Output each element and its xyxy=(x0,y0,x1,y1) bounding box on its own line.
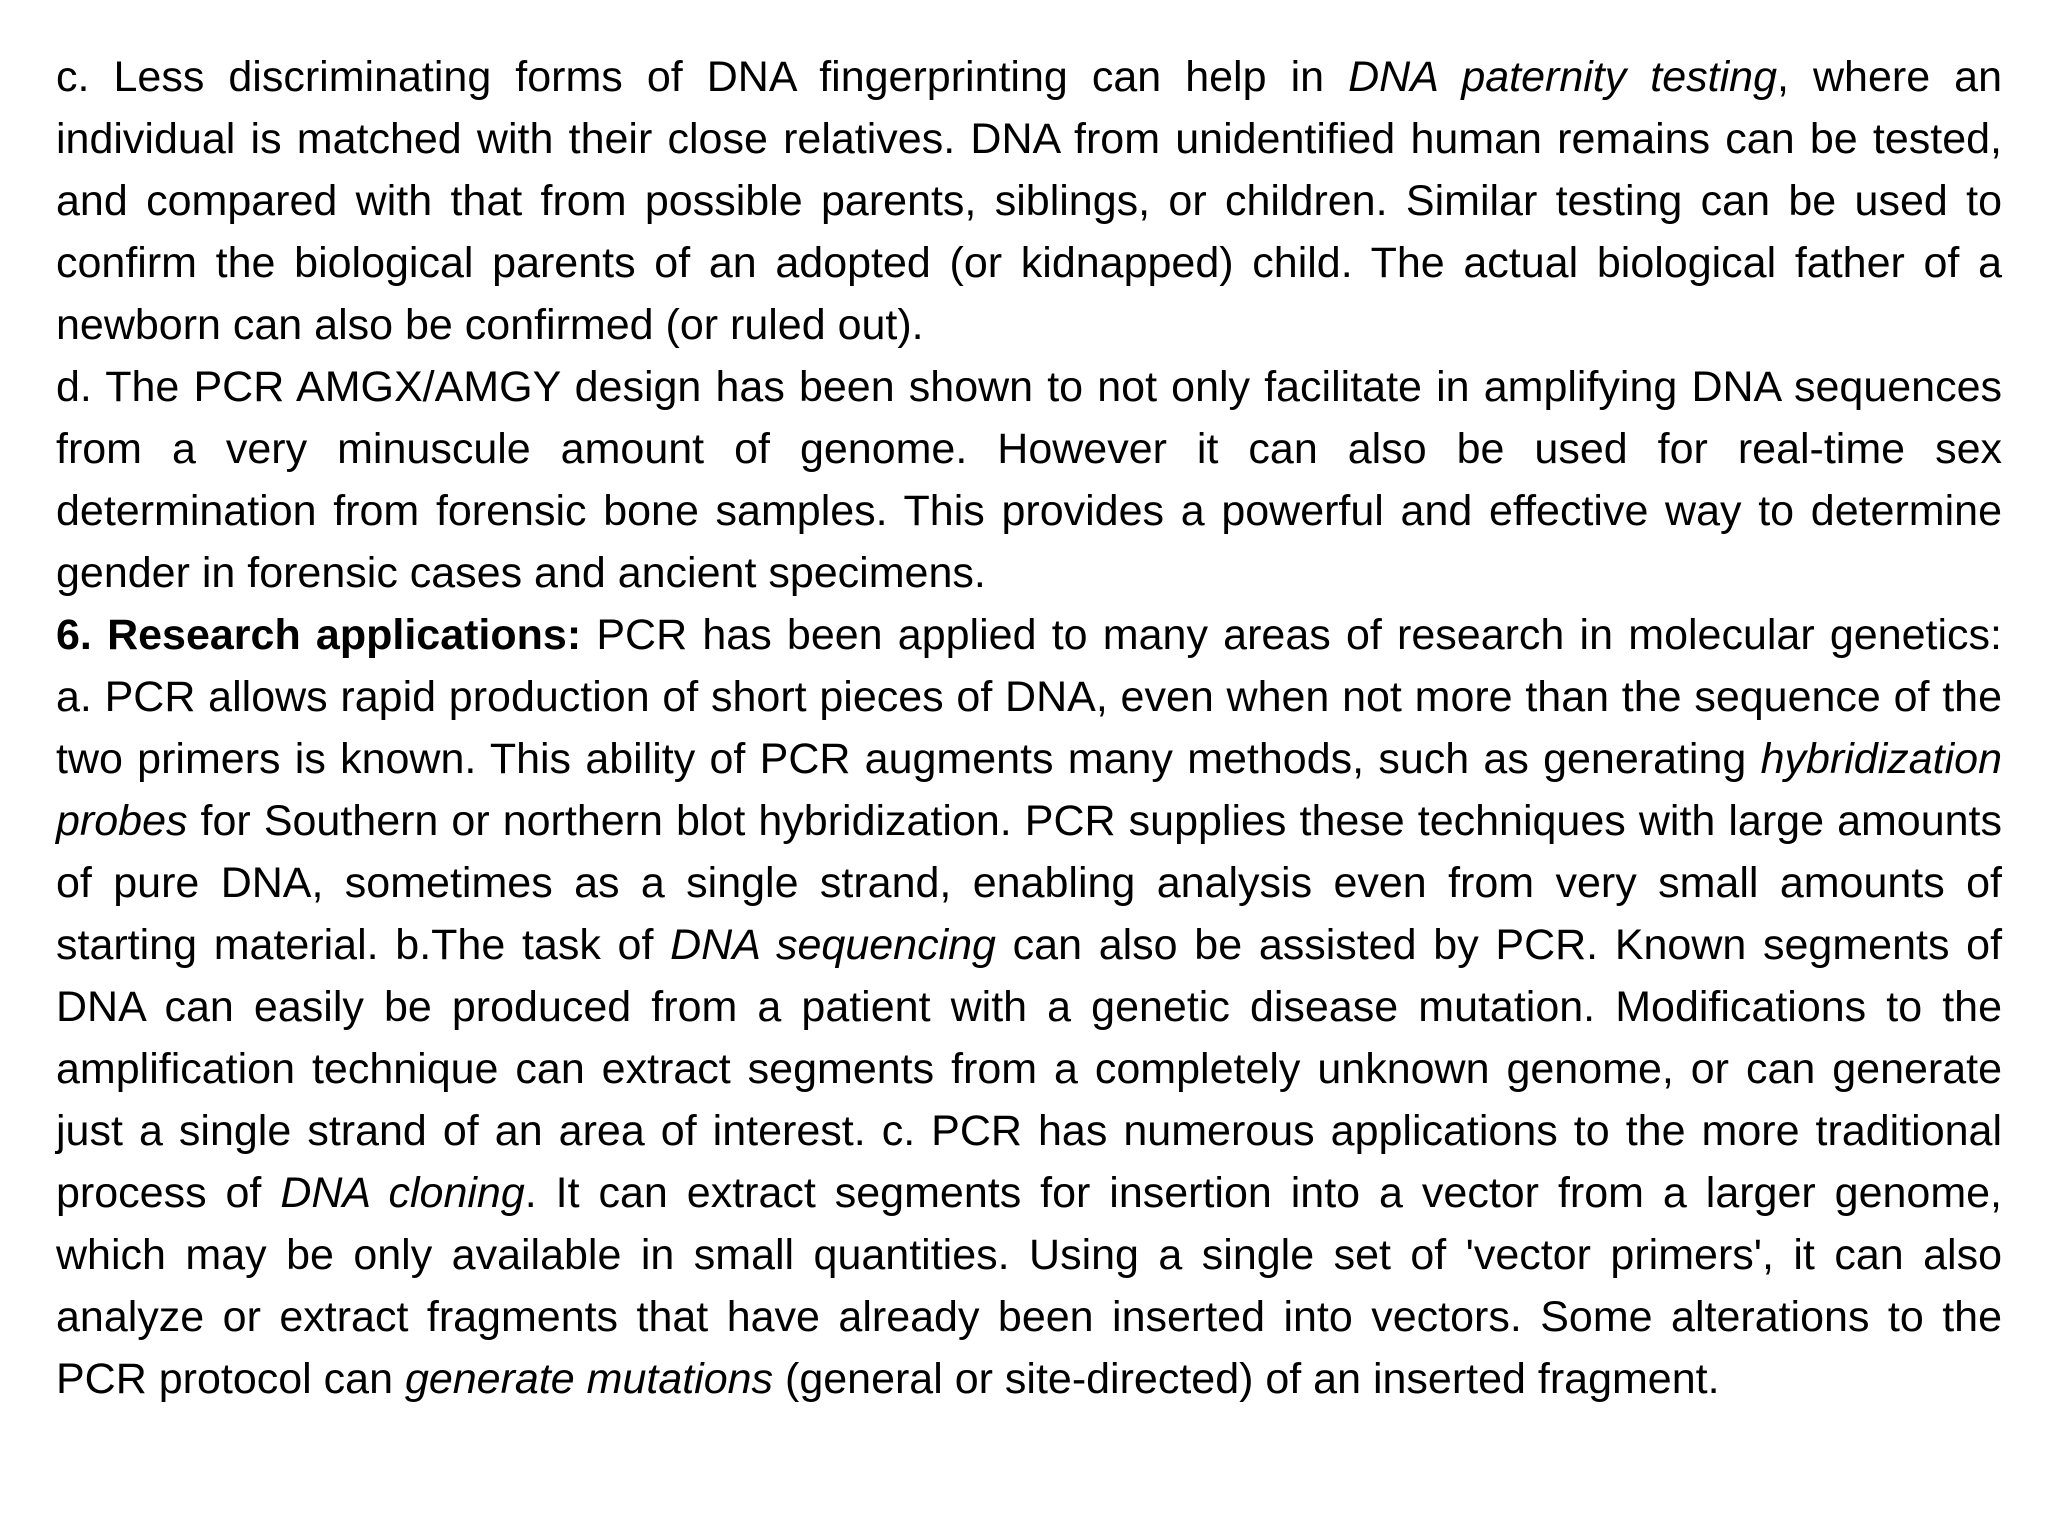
italic-term-hybridization-probes: hybridization probes xyxy=(56,735,2002,845)
text-run: can also be assisted by PCR. Known segments of DNA can easily be produced from a patient with a genetic disease mutation. Modifications to the amplification technique can extract segments from a completely unknown genome, or can generate just a single strand of an area of interest. c. PCR has numerous applications to the more traditional process of xyxy=(56,921,2003,1217)
italic-term-dna-paternity-testing: DNA paternity testing xyxy=(1348,53,1777,101)
paragraph-d-amgx-amgy xyxy=(56,356,2002,604)
italic-term-dna-cloning: DNA cloning xyxy=(280,1169,525,1217)
paragraph-c-paternity-testing xyxy=(56,46,2002,356)
text-run: for Southern or northern blot hybridization. PCR supplies these techniques with large amounts of pure DNA, sometimes as a single strand, enabling analysis even from very small amounts of starting material. b.The task of xyxy=(56,797,2002,969)
text-run: PCR has been applied to many areas of research in molecular genetics: a. PCR allows rapid production of short pieces of DNA, even when not more than the sequence of the two primers is known. This ability of PCR augments many methods, such as generating xyxy=(56,611,2002,783)
document-page xyxy=(56,46,2002,1410)
italic-term-dna-sequencing: DNA sequencing xyxy=(670,921,996,969)
section-heading-research-applications: 6. Research applications: xyxy=(56,611,582,659)
italic-term-generate-mutations: generate mutations xyxy=(404,1355,774,1403)
text-run: , where an individual is matched with their close relatives. DNA from unidentified human remains can be tested, and compared with that from possible parents, siblings, or children. Similar testing can be used to confirm the biological parents of an adopted (or kidnapped) child. The actual biological father of a newborn can also be confirmed (or ruled out). xyxy=(56,53,2002,349)
text-run: . It can extract segments for insertion into a vector from a larger genome, which may be only available in small quantities. Using a single set of 'vector primers', it can also analyze or extract fragments that have already been inserted into vectors. Some alterations to the PCR protocol can xyxy=(56,1169,2002,1403)
text-run: d. The PCR AMGX/AMGY design has been shown to not only facilitate in amplifying DNA sequences from a very minuscule amount of genome. However it can also be used for real-time sex determination from forensic bone samples. This provides a powerful and effective way to determine gender in forensic cases and ancient specimens. xyxy=(56,363,2002,597)
text-run: (general or site-directed) of an inserted fragment. xyxy=(773,1355,1720,1403)
paragraph-6-research-applications xyxy=(56,604,2002,1410)
text-run: c. Less discriminating forms of DNA fingerprinting can help in xyxy=(56,53,1349,101)
